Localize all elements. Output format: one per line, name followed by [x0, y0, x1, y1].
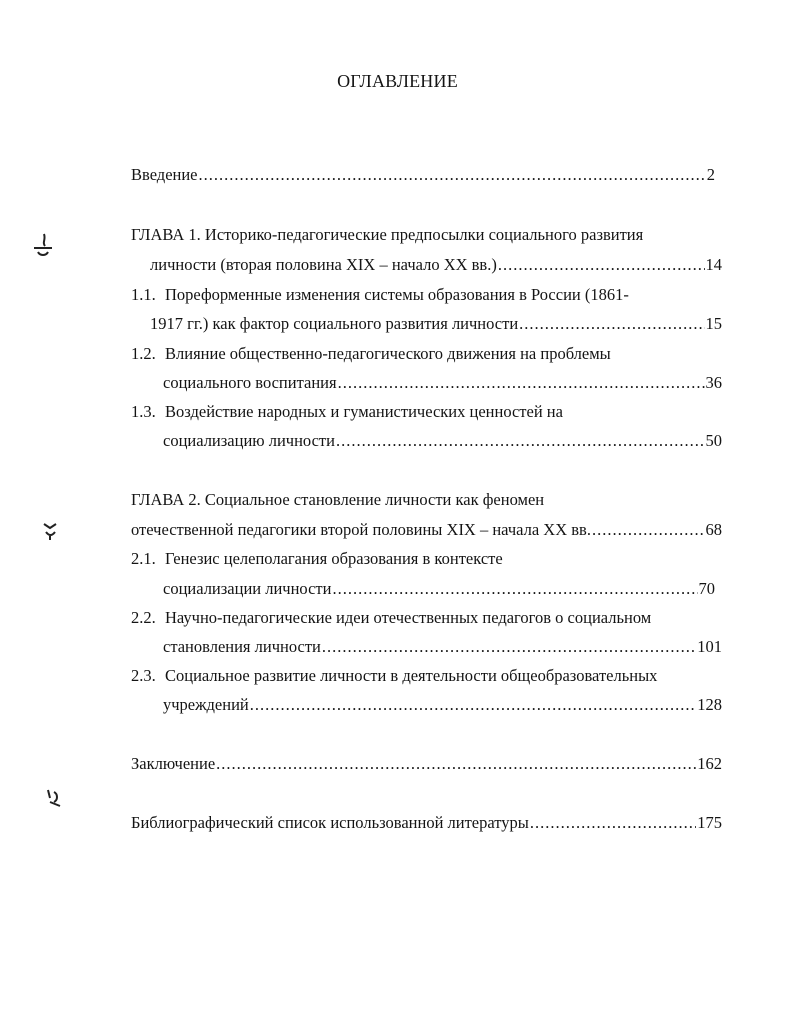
- section-1-2-continuation: [163, 371, 722, 395]
- section-2-3-heading: [131, 664, 657, 688]
- toc-page-number: 101: [697, 637, 722, 656]
- toc-page-number: 2: [706, 165, 715, 184]
- toc-entry-label: социализацию личности: [163, 431, 335, 450]
- toc-entry-label: социального воспитания: [163, 373, 337, 392]
- section-number: 1.2.: [131, 344, 156, 363]
- section-title: Социальное развитие личности в деятельности общеобразовательных: [165, 666, 658, 685]
- toc-page-number: 14: [705, 255, 722, 274]
- section-1-1-heading: [131, 283, 629, 307]
- toc-page-number: 50: [705, 431, 722, 450]
- toc-entry-label: становления личности: [163, 637, 321, 656]
- section-2-1-continuation: [163, 577, 715, 601]
- chapter2-heading: ГЛАВА 2. Социальное становление личности как феномен: [131, 490, 545, 509]
- toc-entry-label: Библиографический список использованной литературы: [131, 813, 529, 832]
- chapter1-heading-continuation: [150, 253, 722, 277]
- binding-hole-mark-icon: [40, 518, 62, 542]
- leader-dots: [332, 577, 697, 601]
- section-2-2-continuation: [163, 635, 722, 659]
- toc-entry-label: личности (вторая половина XIX – начало XX вв.): [150, 255, 497, 274]
- toc-entry-label: отечественной педагогики второй половины XIX – начала XX вв.: [131, 520, 591, 539]
- section-number: 2.1.: [131, 549, 156, 568]
- toc-page-number: 68: [705, 520, 722, 539]
- section-2-3-continuation: [163, 693, 722, 717]
- binding-hole-mark-icon: [30, 232, 56, 262]
- toc-entry-label: Заключение: [131, 754, 216, 773]
- leader-dots: [519, 312, 704, 336]
- section-title: Воздействие народных и гуманистических ценностей на: [165, 402, 563, 421]
- leader-dots: [199, 163, 706, 187]
- chapter1-heading: ГЛАВА 1. Историко-педагогические предпосылки социального развития: [131, 225, 644, 244]
- section-2-2-heading: [131, 606, 651, 630]
- section-title: Влияние общественно-педагогического движения на проблемы: [165, 344, 611, 363]
- leader-dots: [250, 693, 697, 717]
- binding-hole-mark-icon: [44, 786, 64, 810]
- page-title: ОГЛАВЛЕНИЕ: [337, 71, 458, 91]
- section-title: Пореформенные изменения системы образования в России (1861-: [165, 285, 629, 304]
- section-title: Научно-педагогические идеи отечественных педагогов о социальном: [165, 608, 652, 627]
- toc-page-number: 36: [705, 373, 722, 392]
- toc-entry-label: социализации личности: [163, 579, 332, 598]
- toc-entry-label: учреждений: [163, 695, 249, 714]
- section-number: 2.2.: [131, 608, 156, 627]
- toc-page-number: 175: [697, 813, 722, 832]
- toc-page-number: 70: [698, 579, 715, 598]
- chapter2-heading-continuation: [131, 518, 722, 542]
- toc-page-number: 128: [697, 695, 722, 714]
- leader-dots: [322, 635, 696, 659]
- toc-entry-bibliography: [131, 811, 722, 835]
- toc-page-number: 162: [697, 754, 722, 773]
- leader-dots: [336, 429, 705, 453]
- section-1-3-heading: [131, 400, 563, 424]
- section-title: Генезис целеполагания образования в контексте: [165, 549, 503, 568]
- leader-dots: [530, 811, 696, 835]
- toc-entry-intro: [131, 163, 715, 187]
- section-number: 2.3.: [131, 666, 156, 685]
- section-number: 1.3.: [131, 402, 156, 421]
- section-2-1-heading: [131, 547, 503, 571]
- toc-entry-conclusion: [131, 752, 722, 776]
- section-1-1-continuation: [150, 312, 722, 336]
- leader-dots: [216, 752, 696, 776]
- toc-entry-label: Введение: [131, 165, 198, 184]
- leader-dots: [498, 253, 705, 277]
- section-1-2-heading: [131, 342, 611, 366]
- leader-dots: [592, 518, 705, 542]
- toc-entry-label: 1917 гг.) как фактор социального развития личности: [150, 314, 519, 333]
- leader-dots: [338, 371, 705, 395]
- section-number: 1.1.: [131, 285, 156, 304]
- section-1-3-continuation: [163, 429, 722, 453]
- toc-page-number: 15: [705, 314, 722, 333]
